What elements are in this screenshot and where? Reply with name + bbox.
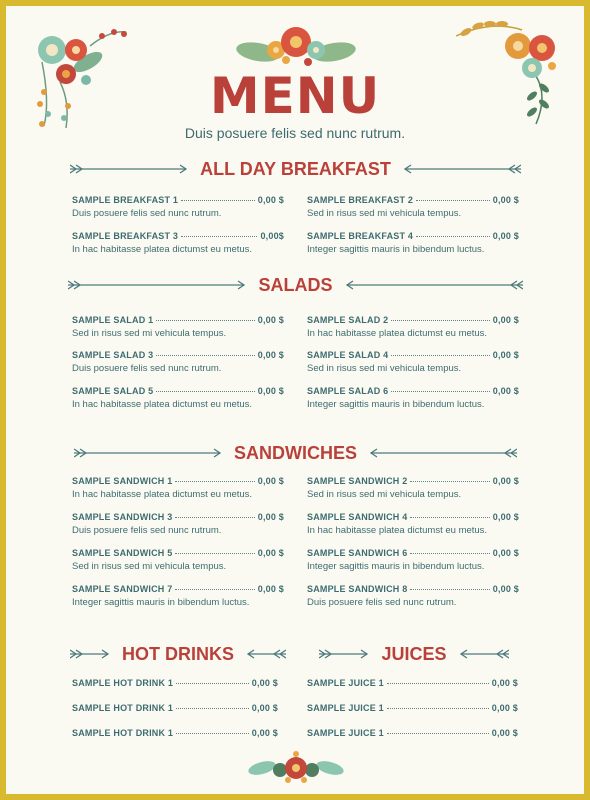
section-title: SANDWICHES (233, 442, 357, 463)
list-item: SAMPLE SANDWICH 1 0,00 $ In hac habitasse platea dictumst eu metus. (72, 476, 284, 500)
list-item: SAMPLE BREAKFAST 4 0,00 $ Integer sagittis mauris in bibendum luctus. (307, 231, 519, 255)
arrow-right-icon (70, 163, 190, 175)
list-item: SAMPLE SANDWICH 2 0,00 $ Sed in risus sed mi vehicula tempus. (307, 476, 519, 500)
section-header-hot-drinks (68, 641, 288, 667)
list-item: SAMPLE SANDWICH 4 0,00 $ In hac habitasse platea dictumst eu metus. (307, 512, 519, 536)
flower-icon (236, 20, 356, 70)
section-title: HOT DRINKS (122, 643, 234, 664)
list-item: SAMPLE SANDWICH 7 0,00 $ Integer sagittis mauris in bibendum luctus. (72, 584, 284, 608)
arrow-right-icon (70, 648, 112, 660)
list-item: SAMPLE HOT DRINK 1 0,00 $ (72, 678, 278, 688)
list-item: SAMPLE JUICE 1 0,00 $ (307, 728, 518, 738)
flower-icon (246, 750, 346, 786)
list-item: SAMPLE HOT DRINK 1 0,00 $ (72, 728, 278, 738)
arrow-right-icon (74, 447, 224, 459)
list-item: SAMPLE SANDWICH 8 0,00 $ Duis posuere felis sed nunc rutrum. (307, 584, 519, 608)
section-header-salads (68, 272, 523, 298)
arrow-left-icon (367, 447, 517, 459)
list-item: SAMPLE SALAD 4 0,00 $ Sed in risus sed mi vehicula tempus. (307, 350, 519, 374)
page-title: MENU (209, 67, 381, 125)
section-title: ALL DAY BREAKFAST (200, 158, 391, 179)
list-item: SAMPLE SALAD 2 0,00 $ In hac habitasse platea dictumst eu metus. (307, 315, 519, 339)
menu-page (6, 6, 584, 794)
list-item: SAMPLE JUICE 1 0,00 $ (307, 678, 518, 688)
list-item: SAMPLE HOT DRINK 1 0,00 $ (72, 703, 278, 713)
arrow-left-icon (244, 648, 286, 660)
section-header-juices (304, 641, 524, 667)
arrow-left-icon (343, 279, 523, 291)
arrow-right-icon (319, 648, 371, 660)
page-subtitle: Duis posuere felis sed nunc rutrum. (184, 125, 406, 141)
section-header-breakfast (68, 156, 523, 182)
list-item: SAMPLE BREAKFAST 2 0,00 $ Sed in risus sed mi vehicula tempus. (307, 195, 519, 219)
arrow-left-icon (457, 648, 509, 660)
list-item: SAMPLE BREAKFAST 3 0,00$ In hac habitasse platea dictumst eu metus. (72, 231, 284, 255)
list-item: SAMPLE SALAD 6 0,00 $ Integer sagittis mauris in bibendum luctus. (307, 386, 519, 410)
section-header-sandwiches (68, 440, 523, 466)
list-item: SAMPLE SANDWICH 5 0,00 $ Sed in risus sed mi vehicula tempus. (72, 548, 284, 572)
list-item: SAMPLE SALAD 5 0,00 $ In hac habitasse platea dictumst eu metus. (72, 386, 284, 410)
arrow-right-icon (68, 279, 248, 291)
list-item: SAMPLE SANDWICH 3 0,00 $ Duis posuere felis sed nunc rutrum. (72, 512, 284, 536)
list-item: SAMPLE SALAD 3 0,00 $ Duis posuere felis sed nunc rutrum. (72, 350, 284, 374)
arrow-left-icon (401, 163, 521, 175)
list-item: SAMPLE SANDWICH 6 0,00 $ Integer sagittis mauris in bibendum luctus. (307, 548, 519, 572)
section-title: SALADS (258, 274, 333, 295)
list-item: SAMPLE BREAKFAST 1 0,00 $ Duis posuere felis sed nunc rutrum. (72, 195, 284, 219)
list-item: SAMPLE JUICE 1 0,00 $ (307, 703, 518, 713)
list-item: SAMPLE SALAD 1 0,00 $ Sed in risus sed mi vehicula tempus. (72, 315, 284, 339)
section-title: JUICES (381, 643, 447, 664)
